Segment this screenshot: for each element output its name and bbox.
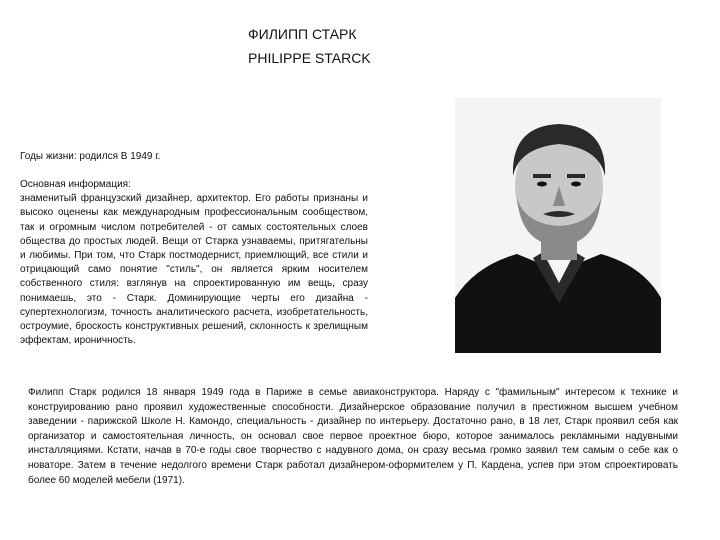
portrait-photo: [455, 98, 661, 353]
left-eyebrow: [533, 174, 551, 178]
jacket: [455, 254, 661, 353]
main-info-block: [20, 178, 368, 348]
biography-text: Филипп Старк родился 18 января 1949 года в Париже в семье авиаконструктора. Наряду с "фамильным" интересом к технике и конструированию рано проявил художественные способности. Дизайнерское образование получил в престижном высшем учебном заведении - парижской Школе Н. Камондо, специальность - дизайнер по интерьеру. Достаточно рано, в 18 лет, Старк проявил себя как организатор и самостоятельная личность, он основал свое первое проектное бюро, которое занималось рекламными надувными инсталляциями. Кстати, начав в 70-е годы свое творчество с надувного дома, он сразу весьма громко заявил тем самым о себе как о новаторе. Затем в течение недолгого времени Старк работал дизайнером-оформителем у П. Кардена, успев при этом спроектировать более 60 моделей мебели (1971).: [28, 387, 678, 486]
title-english: PHILIPPE STARCK: [248, 50, 371, 66]
slide-title: [248, 22, 371, 70]
right-eye: [571, 182, 581, 187]
main-info-label: Основная информация:: [20, 179, 131, 190]
left-eye: [537, 182, 547, 187]
portrait-illustration: [455, 98, 661, 353]
main-info-text: знаменитый французский дизайнер, архитектор. Его работы признаны и высоко оценены как международным профессиональным сообществом, так и огромным числом потребителей - от самых состоятельных слоев общества до простых людей. Вещи от Старка узнаваемы, притягательны и любимы. При том, что Старк постмодернист, приемлющий, все стили и отрицающий само понятие "стиль", он является ярким носителем собственного стиля: взглянув на спроектированную им вещь, сразу понимаешь, это - Старк. Доминирующие черты его дизайна - супертехнологизм, точность аналитического расчета, изобретательность, остроумие, броскость конструктивных решений, склонность к зрелищным эффектам, ироничность.: [20, 193, 368, 347]
life-years: Годы жизни: родился В 1949 г.: [20, 151, 161, 162]
title-russian: ФИЛИПП СТАРК: [248, 26, 357, 42]
right-eyebrow: [567, 174, 585, 178]
